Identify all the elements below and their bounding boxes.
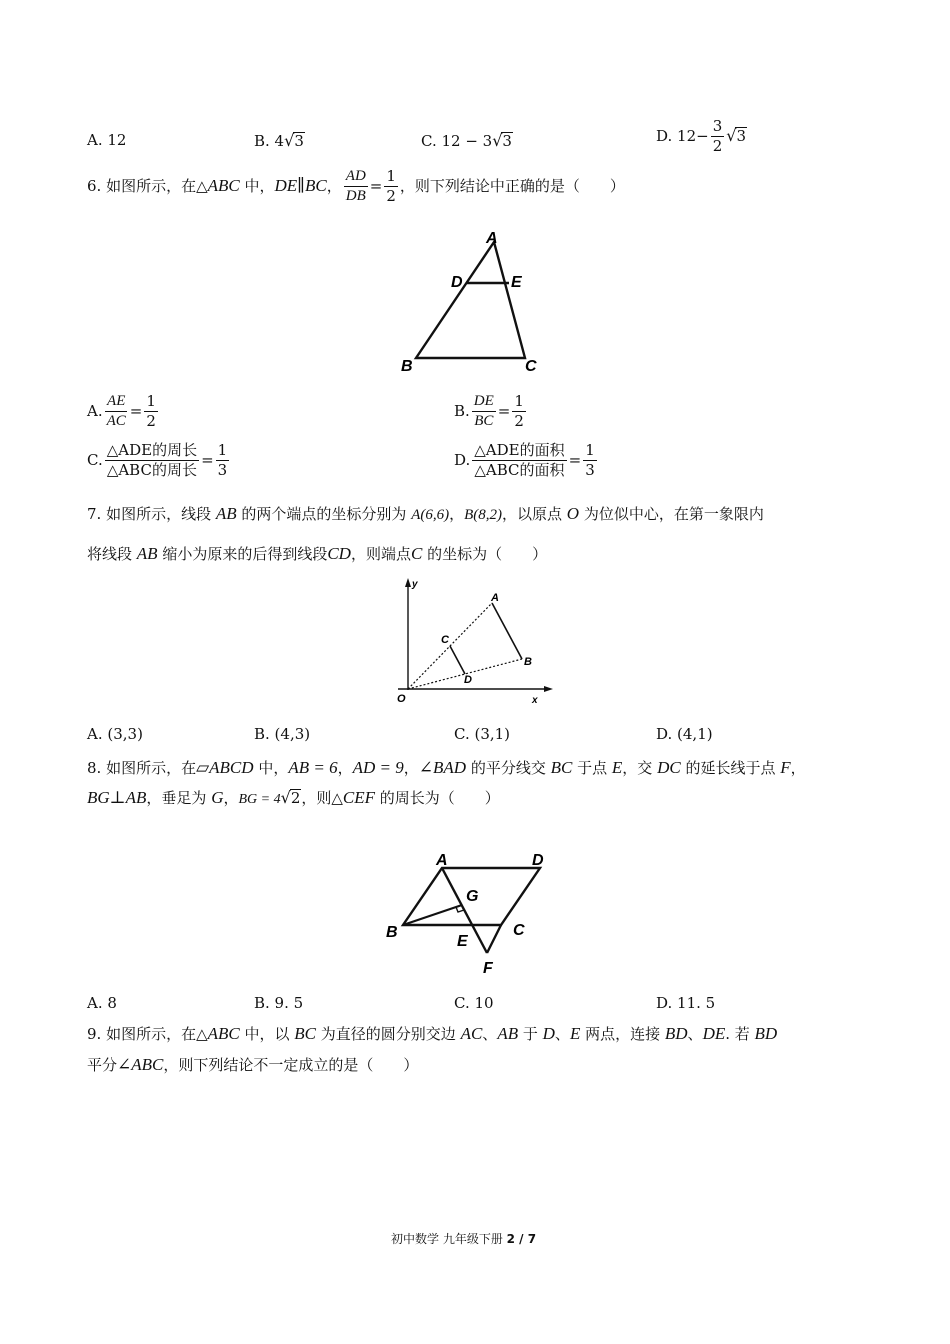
q6-option-d: D. $\frac{\text{△ADE的面积}}{\text{△ABC的面积}}$ = $\frac{1}{3}$ [454, 441, 595, 480]
q7-stem-line1: 7. 如图所示，线段 AB 的两个端点的坐标分别为 A(6,6)，B(8,2)，以原点 O 为位似中心，在第一象限内 [87, 504, 764, 523]
q5-option-d-radicand: 3 [736, 126, 746, 145]
q5-option-a: A. 12 [87, 131, 127, 149]
q5-option-c-radicand: 3 [502, 132, 512, 150]
label-e: E [511, 274, 522, 291]
q8-stem-line2: BG⊥AB，垂足为 G，BG = 4√2，则△CEF 的周长为（ ） [87, 788, 500, 807]
q9-stem-line1: 9. 如图所示，在△ABC 中，以 BC 为直径的圆分别交边 AC、AB 于 D、E 两点，连接 BD、DE. 若 BD [87, 1024, 778, 1043]
label-d: D [464, 674, 472, 686]
q5-option-c-prefix: C. 12 − 3 [421, 132, 493, 150]
label-a: A [436, 852, 448, 869]
label-a: A [486, 230, 498, 247]
label-c: C [441, 634, 449, 646]
label-f: F [483, 960, 493, 977]
label-o: O [397, 693, 406, 705]
segment-bg [403, 905, 462, 925]
label-c: C [513, 922, 525, 939]
q8-option-c: C. 10 [454, 994, 494, 1012]
q6-ratio-fraction: $\frac{AD}{DB}$ [345, 168, 366, 205]
label-e: E [457, 933, 468, 950]
label-b: B [386, 924, 398, 941]
label-g: G [466, 888, 479, 905]
q7-coordinate-figure [390, 575, 560, 710]
footer-text: 初中数学 九年级下册 [391, 1232, 507, 1246]
q5-option-b-prefix: B. 4 [254, 132, 285, 150]
label-x: x [532, 695, 538, 706]
q8-option-a: A. 8 [87, 994, 117, 1012]
q5-option-c: C. 12 − 3√3 [421, 131, 512, 150]
y-axis-arrow [405, 578, 411, 587]
q7-option-d: D. (4,1) [656, 725, 713, 743]
q7-stem-line2: 将线段 AB 缩小为原来的后得到线段CD，则端点C 的坐标为（ ） [87, 544, 548, 563]
segment-ab [492, 603, 522, 659]
label-b: B [524, 656, 532, 668]
page-footer [391, 1230, 536, 1247]
label-d: D [532, 852, 544, 869]
label-a: A [491, 592, 499, 604]
q8-option-d: D. 11. 5 [656, 994, 716, 1012]
q5-option-d: D. 12− $\frac{3}{2}$ √3 [656, 117, 746, 156]
q6-stem: 6. 如图所示，在△ABC 中，DE∥BC， $\frac{AD}{DB}$ = $\frac{1}{2}$ ，则下列结论中正确的是（ ） [87, 167, 625, 206]
q6-option-b: B. $\frac{DE}{BC}$ = $\frac{1}{2}$ [454, 392, 524, 431]
extension-cf [487, 925, 501, 953]
q9-stem-line2: 平分∠ABC，则下列结论不一定成立的是（ ） [87, 1055, 419, 1074]
x-axis-arrow [544, 686, 553, 692]
q7-option-b: B. (4,3) [254, 725, 311, 743]
q5-option-b-radicand: 3 [294, 132, 304, 150]
page-number: 2 / 7 [506, 1232, 537, 1246]
label-b: B [401, 358, 413, 375]
q8-option-b: B. 9. 5 [254, 994, 304, 1012]
q6-triangle-figure [395, 228, 555, 378]
q6-option-c: C. $\frac{\text{△ADE的周长}}{\text{△ABC的周长}}$ = $\frac{1}{3}$ [87, 441, 228, 480]
q8-parallelogram-figure [380, 845, 560, 980]
q8-stem-line1: 8. 如图所示，在▱ABCD 中，AB = 6，AD = 9，∠BAD 的平分线交 BC 于点 E，交 DC 的延长线于点 F， [87, 758, 806, 777]
q6-option-a: A. $\frac{AE}{AC}$ = $\frac{1}{2}$ [87, 392, 156, 431]
q5-option-d-fraction: $\frac{3}{2}$ [712, 117, 723, 156]
q6-half-fraction: $\frac{1}{2}$ [386, 167, 396, 206]
segment-cd [450, 646, 465, 674]
triangle-abc [416, 242, 525, 358]
q5-option-b: B. 4√3 [254, 131, 304, 150]
q7-option-c: C. (3,1) [454, 725, 511, 743]
label-d: D [451, 274, 463, 291]
label-y: y [412, 579, 418, 590]
q5-option-d-prefix: D. 12− [656, 126, 709, 145]
q7-option-a: A. (3,3) [87, 725, 143, 743]
label-c: C [525, 358, 537, 375]
